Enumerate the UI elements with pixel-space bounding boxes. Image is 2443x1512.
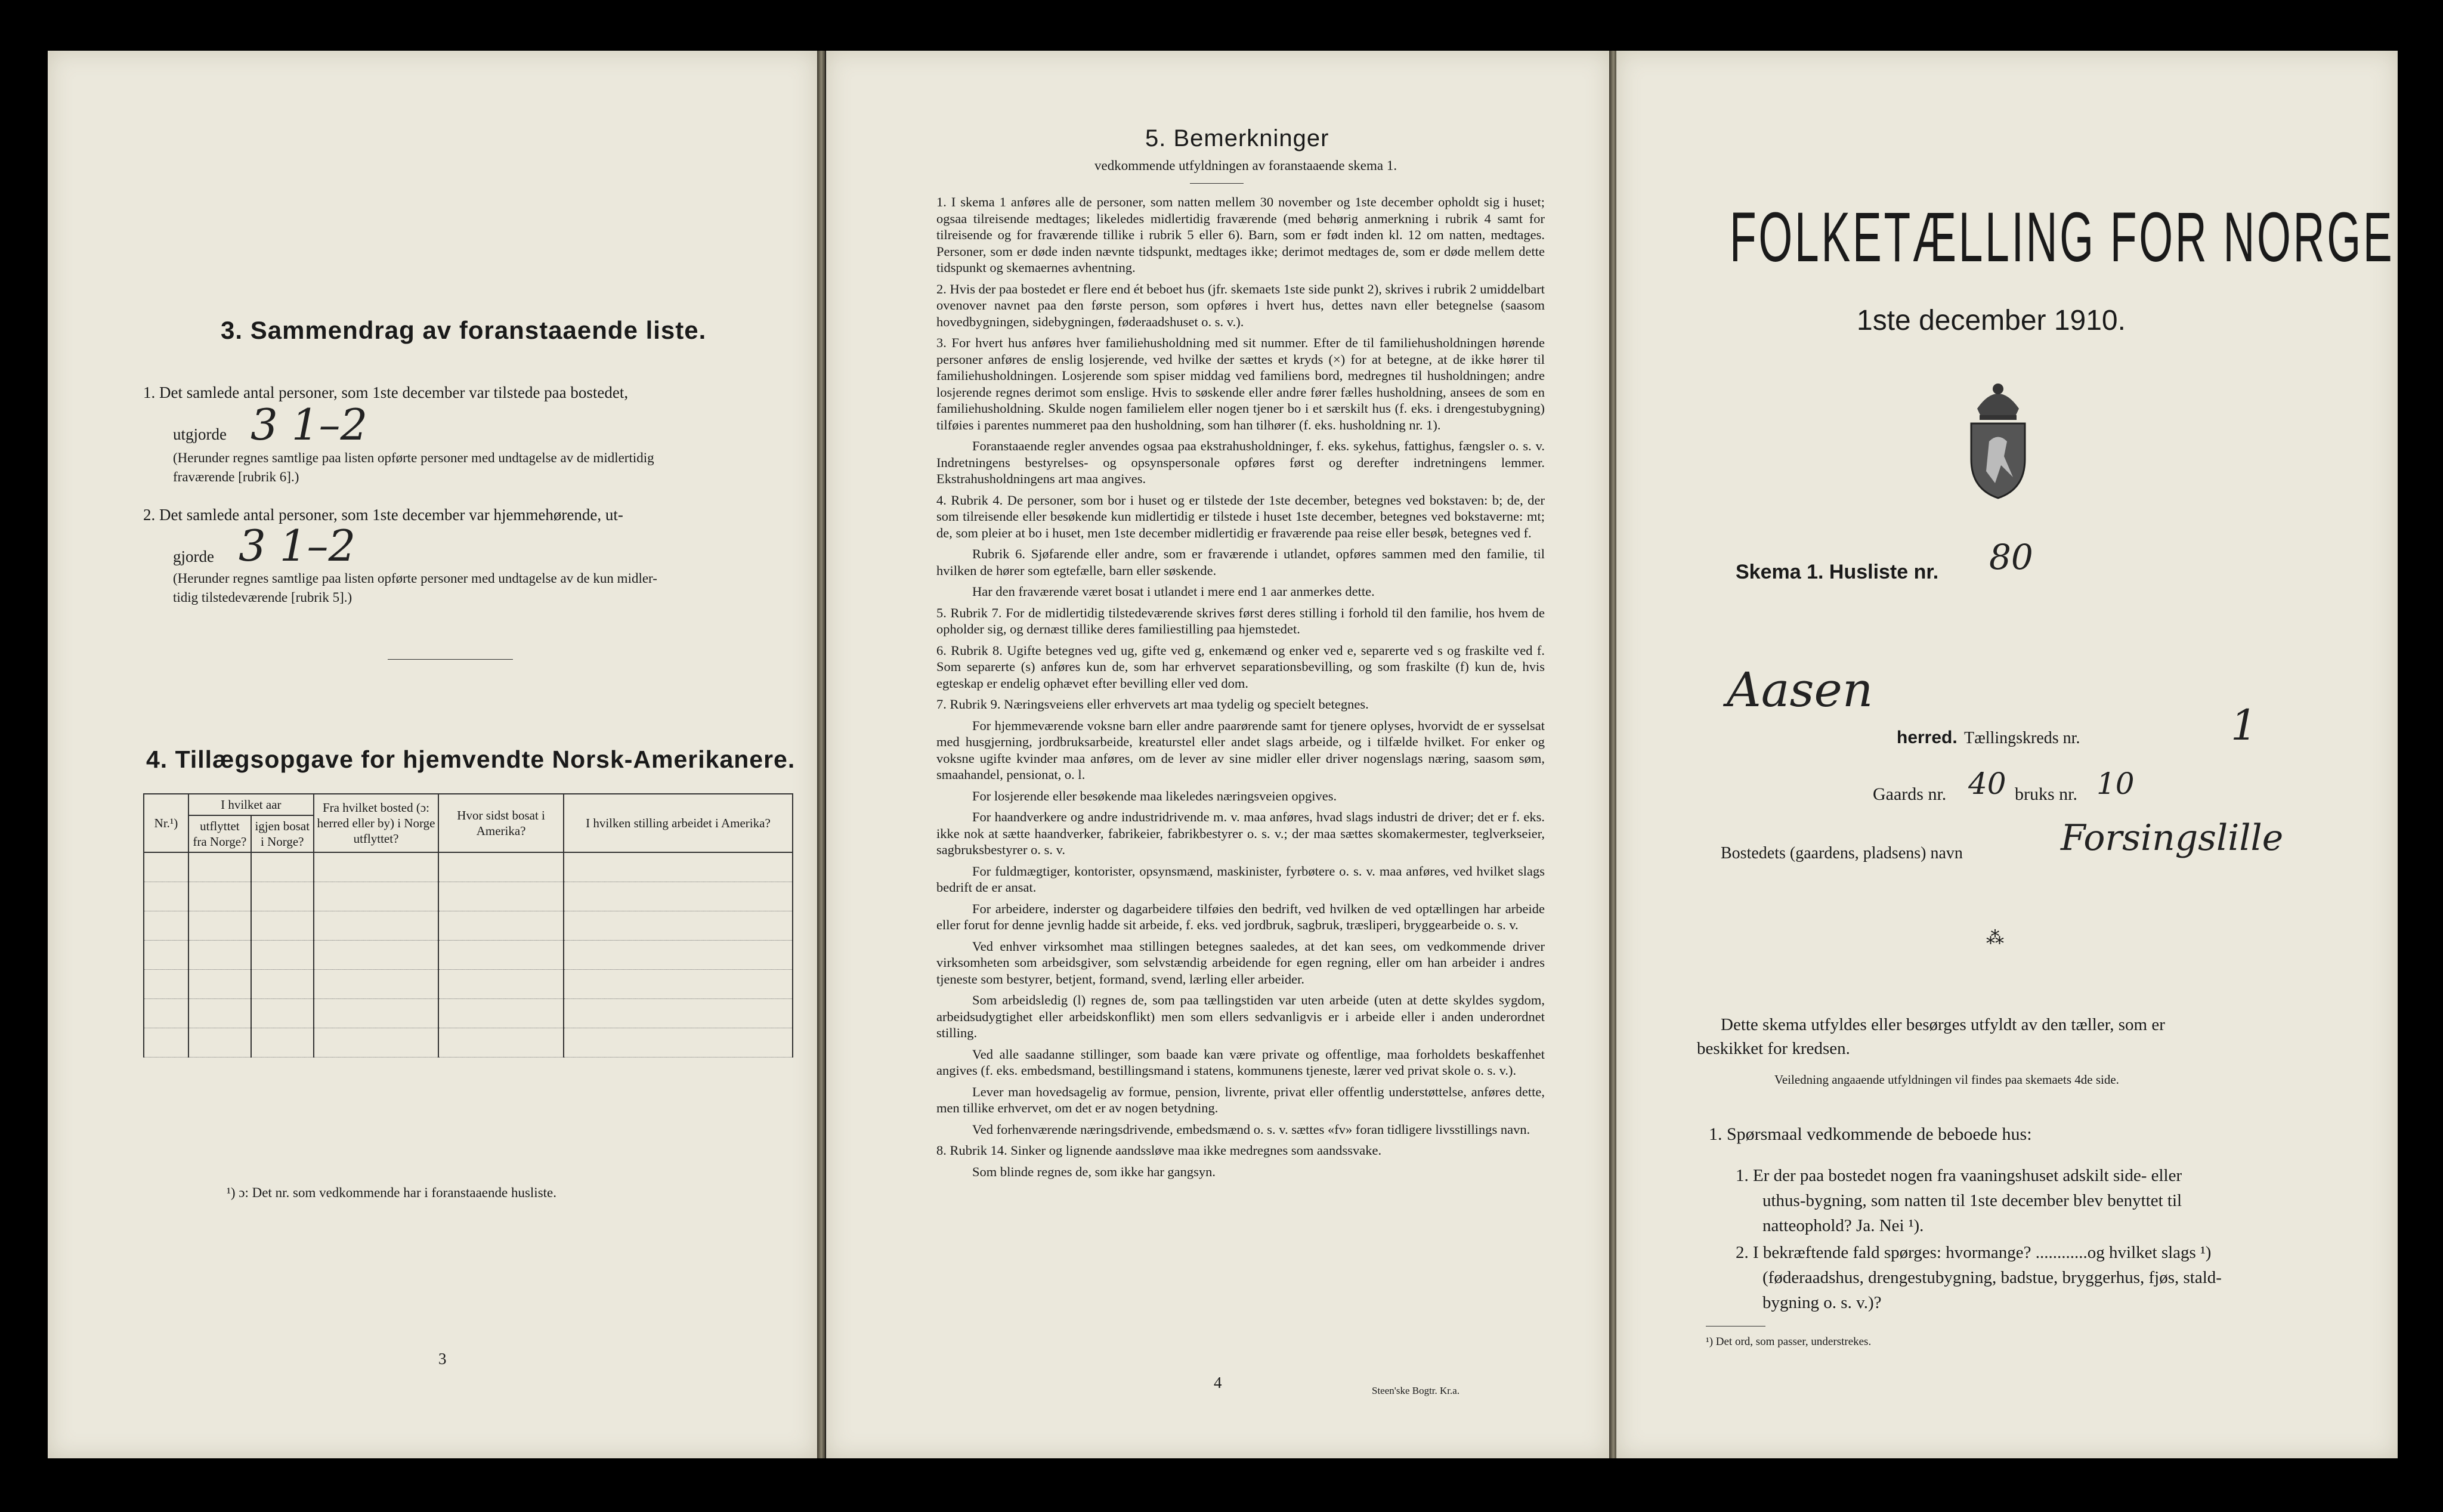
left-page xyxy=(48,51,817,1458)
table-cell xyxy=(188,911,251,941)
table-cell xyxy=(438,1028,564,1058)
table-cell xyxy=(564,911,793,941)
question1-line-b: uthus-bygning, som natten til 1ste december blev benyttet til xyxy=(1762,1191,2182,1210)
intro-note: Veiledning angaaende utfyldningen vil findes paa skemaets 4de side. xyxy=(1774,1072,2119,1087)
table-cell xyxy=(188,882,251,911)
table-cell xyxy=(314,941,439,970)
gaards-label: Gaards nr. xyxy=(1873,784,1947,804)
bemerkning-paragraph: 2. Hvis der paa bostedet er flere end ét beboet hus (jfr. skemaets 1ste side punkt 2), skrives i rubrik 2 umiddelbart ovenover navnet paa den første person, som opføres i hvert hus, dettes navn eller betegnelse (saasom hovedbygningen, sidebygningen, føderaadshuset o. s. v.). xyxy=(936,281,1545,329)
item1-note-a: (Herunder regnes samtlige paa listen opførte personer med undtagelse av de midlertidig xyxy=(173,450,654,465)
intro-text-a: Dette skema utfyldes eller besørges utfyldt av den tæller, som er xyxy=(1721,1015,2165,1034)
table-cell xyxy=(438,941,564,970)
item1-text: 1. Det samlede antal personer, som 1ste december var tilstede paa bostedet, xyxy=(143,384,629,401)
item2-label: gjorde xyxy=(173,548,214,565)
table-cell xyxy=(188,999,251,1028)
table-cell xyxy=(564,999,793,1028)
gaards-nr-handwritten: 40 xyxy=(1968,766,2006,801)
right-footnote: ¹) Det ord, som passer, understrekes. xyxy=(1706,1335,1872,1348)
question-title: 1. Spørsmaal vedkommende de beboede hus: xyxy=(1709,1124,2032,1144)
question1-line-c: natteophold? Ja. Nei ¹). xyxy=(1762,1216,1924,1235)
table-cell xyxy=(251,911,314,941)
bruks-nr-handwritten: 10 xyxy=(2096,766,2135,801)
table-cell xyxy=(188,970,251,999)
item2-handwritten-value: 3 1–2 xyxy=(239,521,356,571)
table-cell xyxy=(188,852,251,882)
table-cell xyxy=(314,999,439,1028)
right-page xyxy=(1616,51,2398,1458)
divider xyxy=(1190,183,1244,184)
table-cell xyxy=(314,852,439,882)
bemerkning-paragraph: Som arbeidsledig (l) regnes de, som paa tællingstiden var uten arbeide (uten at dette skyldes sygdom, arbeidsudygtighet eller arbeidskonflikt) men som ellers sedvanligvis er i arbeide eller i anden underordnet stilling. xyxy=(936,992,1545,1040)
table-cell xyxy=(564,970,793,999)
col-from-where: Fra hvilket bosted (ɔ: herred eller by) i Norge utflyttet? xyxy=(314,794,439,852)
table-footnote: ¹) ɔ: Det nr. som vedkommende har i foranstaaende husliste. xyxy=(227,1185,556,1200)
table-cell xyxy=(564,941,793,970)
table-row xyxy=(144,911,793,941)
col-year-group: I hvilket aar xyxy=(188,794,314,815)
table-cell xyxy=(188,1028,251,1058)
table-cell xyxy=(251,970,314,999)
ornament-icon: ⁂ xyxy=(1986,928,2004,948)
kreds-label: Tællingskreds nr. xyxy=(1964,729,2080,747)
bemerkninger-text xyxy=(936,194,1545,1185)
printer-imprint: Steen'ske Bogtr. Kr.a. xyxy=(1372,1385,1460,1396)
intro-text-b: beskikket for kredsen. xyxy=(1697,1039,1850,1058)
table-cell xyxy=(144,852,188,882)
table-cell xyxy=(144,882,188,911)
page-fold xyxy=(817,51,825,1458)
table-cell xyxy=(144,941,188,970)
bemerkning-paragraph: 3. For hvert hus anføres hver familiehusholdning med sit nummer. Efter de til familiehusholdningen hørende personer anføres de enslig losjerende, ved hvilke der sættes et kryds (×) for at betegne, at de ikke hører til familiehusholdningen. Losjerende som spiser middag ved familiens bord, medregnes til husholdningen; andre losjerende regnes derimot som enslige. Hvis to søskende eller andre fører fælles husholdning, ansees de som en familiehusholdning. Skulde nogen familielem eller nogen tjener bo i et særskilt hus (f. eks. i drengestubygning) tilføies i parentes nummeret paa den husholdning, som han tilhører (f. eks. husholdning nr. 1). xyxy=(936,335,1545,432)
bemerkning-paragraph: 7. Rubrik 9. Næringsveiens eller erhvervets art maa tydelig og specielt betegnes. xyxy=(936,697,1369,712)
table-row xyxy=(144,882,793,911)
bemerkning-paragraph: Ved enhver virksomhet maa stillingen betegnes saaledes, at det kan sees, om vedkommende driver virksomheten som arbeidsgiver, som selvstændig arbeidende for egen regning, eller om han arbeider i andres tjeneste som bestyrer, betjent, formand, svend, lærling eller arbeider. xyxy=(936,938,1545,987)
kreds-nr-handwritten: 1 xyxy=(2231,701,2258,750)
question2-line-c: bygning o. s. v.)? xyxy=(1762,1293,1882,1312)
table-row xyxy=(144,1028,793,1058)
bemerkning-paragraph: 5. Rubrik 7. For de midlertidig tilstedeværende skrives først deres stilling i forhold til den familie, hos hvem de opholder sig, og dernæst tillike deres familiestilling paa hjemstedet. xyxy=(936,605,1545,636)
table-cell xyxy=(438,882,564,911)
table-cell xyxy=(314,882,439,911)
table-cell xyxy=(251,882,314,911)
table-cell xyxy=(438,970,564,999)
bemerkning-paragraph: Foranstaaende regler anvendes ogsaa paa ekstrahusholdninger, f. eks. sykehus, fattighus, fængsler o. s. v. Indretningens bestyrelses- og opsynspersonale opføres først og derefter indretningens lemmer. Ekstrahusholdningens art maa angives. xyxy=(936,438,1545,486)
bemerkning-paragraph: Lever man hovedsagelig av formue, pension, livrente, privat eller offentlig understøttelse, anføres dette, men tillike erhvervet, om det er av nogen betydning. xyxy=(936,1084,1545,1115)
table-row xyxy=(144,999,793,1028)
table-cell xyxy=(251,999,314,1028)
bosted-name-handwritten: Forsingslille xyxy=(2061,817,2284,859)
item2-note-a: (Herunder regnes samtlige paa listen opførte personer med undtagelse av de kun midler- xyxy=(173,571,657,586)
census-date: 1ste december 1910. xyxy=(1857,305,2126,336)
bemerkning-paragraph: 6. Rubrik 8. Ugifte betegnes ved ug, gifte ved g, enkemænd og enker ved e, separerte ved s og fraskilte ved f. Som separerte (s) anføres kun de, som har erhvervet separationsbevilling, og som fraskilte (f) kun de, hvis egteskap er endelig ophævet efter bevilling eller ved dom. xyxy=(936,642,1545,691)
main-title: FOLKETÆLLING FOR NORGE xyxy=(1730,198,2395,277)
table-cell xyxy=(438,911,564,941)
table-row xyxy=(144,941,793,970)
bemerkning-paragraph: For arbeidere, inderster og dagarbeidere tilføies den bedrift, ved hvilken de ved optællingen har arbeide eller forut for denne jevnlig hadde sit arbeide, f. eks. ved jordbruk, sagbruk, træsliperi, bryggearbeide o. s. v. xyxy=(936,901,1545,932)
col-last-residence: Hvor sidst bosat i Amerika? xyxy=(438,794,564,852)
table-cell xyxy=(314,911,439,941)
bemerkninger-subtitle: vedkommende utfyldningen av foranstaaende skema 1. xyxy=(1094,158,1397,173)
bemerkning-paragraph: 1. I skema 1 anføres alle de personer, som natten mellem 30 november og 1ste december opholdt sig i huset; ogsaa tilreisende medtages; likeledes midlertidig fraværende (med behørig anmerkning i rubrik 4 samt for tilreisende og for fraværende tillike i rubrik 5 eller 6). Barn, som er født inden kl. 12 om natten, medtages. Personer, som er døde inden nævnte tidspunkt, medtages ikke; derimot medtages de, som er døde mellem dette tidspunkt og skemaernes avhentning. xyxy=(936,194,1545,275)
bemerkning-paragraph: Har den fraværende været bosat i utlandet i mere end 1 aar anmerkes dette. xyxy=(972,584,1375,599)
table-cell xyxy=(144,911,188,941)
bemerkning-paragraph: For haandverkere og andre industridrivende m. v. maa anføres, hvad slags industri de driver; det er f. eks. ikke nok at sætte haandverker, fabrikeier, fabrikbestyrer o. s. v.; der maa sættes skomakermester, teglverkseier, sagbruksbestyrer o. s. v. xyxy=(936,809,1545,857)
question1-line-a: 1. Er der paa bostedet nogen fra vaaningshuset adskilt side- eller xyxy=(1736,1166,2182,1185)
norsk-amerikanere-table xyxy=(143,793,793,1058)
col-position: I hvilken stilling arbeidet i Amerika? xyxy=(564,794,793,852)
table-row xyxy=(144,970,793,999)
bruks-label: bruks nr. xyxy=(2015,784,2077,804)
col-nr: Nr.¹) xyxy=(144,794,188,852)
divider xyxy=(388,659,513,660)
table-cell xyxy=(144,970,188,999)
item1-note-b: fraværende [rubrik 6].) xyxy=(173,469,299,484)
skema-label: Skema 1. Husliste nr. xyxy=(1736,561,1939,583)
bemerkning-paragraph: For fuldmægtiger, kontorister, opsynsmænd, maskinister, fyrbøtere o. s. v. maa anføres, ved hvilket slags bedrift de er ansat. xyxy=(936,863,1545,895)
col-returned: igjen bosat i Norge? xyxy=(251,815,314,852)
bemerkning-paragraph: 8. Rubrik 14. Sinker og lignende aandssløve maa ikke medregnes som aandssvake. xyxy=(936,1143,1382,1158)
page-number-3: 3 xyxy=(438,1350,447,1368)
bemerkning-paragraph: For losjerende eller besøkende maa likeledes næringsveien opgives. xyxy=(972,788,1337,803)
col-emigrated: utflyttet fra Norge? xyxy=(188,815,251,852)
table-row xyxy=(144,852,793,882)
bemerkning-paragraph: Rubrik 6. Sjøfarende eller andre, som er fraværende i utlandet, opføres sammen med den familie, til hvilken de hører som egtefælle, barn eller søskende. xyxy=(936,546,1545,578)
table-cell xyxy=(314,1028,439,1058)
table-cell xyxy=(564,1028,793,1058)
item2-text: 2. Det samlede antal personer, som 1ste december var hjemmehørende, ut- xyxy=(143,506,623,524)
husliste-nr-handwritten: 80 xyxy=(1989,537,2033,577)
table-cell xyxy=(314,970,439,999)
section4-title: 4. Tillægsopgave for hjemvendte Norsk-Amerikanere. xyxy=(146,746,796,773)
table-cell xyxy=(188,941,251,970)
table-cell xyxy=(438,999,564,1028)
bemerkning-paragraph: For hjemmeværende voksne barn eller andre paarørende samt for tjenere oplyses, hvorvidt de er sysselsat med husgjerning, jordbruksarbeide, kreaturstel eller andet slags arbeide, og i tilfælde hvilket. For enker og voksne ugifte kvinder maa anføres, om de lever av sine midler eller driver nogenslags næring, saasom søm, smaahandel, pensionat, o. l. xyxy=(936,718,1545,782)
bosted-label: Bostedets (gaardens, pladsens) navn xyxy=(1721,844,1963,862)
table-cell xyxy=(144,1028,188,1058)
bemerkning-paragraph: Ved forhenværende næringsdrivende, embedsmænd o. s. v. sættes «fv» foran tidligere livsstillings navn. xyxy=(972,1121,1530,1137)
item2-note-b: tidig tilstedeværende [rubrik 5].) xyxy=(173,590,352,605)
divider xyxy=(1706,1326,1765,1327)
table-cell xyxy=(564,882,793,911)
question2-line-b: (føderaadshus, drengestubygning, badstue, bryggerhus, fjøs, stald- xyxy=(1762,1268,2222,1287)
page-number-4: 4 xyxy=(1214,1374,1222,1392)
bemerkning-paragraph: Som blinde regnes de, som ikke har gangsyn. xyxy=(972,1164,1216,1179)
table-cell xyxy=(144,999,188,1028)
bemerkning-paragraph: 4. Rubrik 4. De personer, som bor i huset og er tilstede der 1ste december, betegnes ved bokstaven: b; de, der som tilreisende eller besøkende kun midlertidig er tilstede i huset 1ste december, betegnes ved bokstaverne: mt; de, som pleier at bo i huset, men 1ste december midlertidig er fraværende paa reise eller besøk, betegnes ved f. xyxy=(936,492,1545,540)
section3-title: 3. Sammendrag av foranstaaende liste. xyxy=(221,316,707,344)
item1-handwritten-value: 3 1–2 xyxy=(251,400,368,450)
table-cell xyxy=(564,852,793,882)
item1-label: utgjorde xyxy=(173,425,227,443)
bemerkninger-title: 5. Bemerkninger xyxy=(1145,125,1329,151)
table-cell xyxy=(251,1028,314,1058)
herred-label: herred. xyxy=(1897,728,1958,747)
table-cell xyxy=(438,852,564,882)
norwegian-coat-of-arms-icon xyxy=(1953,376,2043,501)
table-cell xyxy=(251,941,314,970)
question2-line-a: 2. I bekræftende fald spørges: hvormange? ............og hvilket slags ¹) xyxy=(1736,1243,2212,1262)
middle-page xyxy=(826,51,1610,1458)
bemerkning-paragraph: Ved alle saadanne stillinger, som baade kan være private og offentlige, maa forholdets beskaffenhet angives (f. eks. embedsmand, bestillingsmand i statens, kommunens tjeneste, lærer ved privat skole o. s. v.). xyxy=(936,1046,1545,1078)
table-cell xyxy=(251,852,314,882)
herred-name-handwritten: Aasen xyxy=(1727,662,1873,718)
